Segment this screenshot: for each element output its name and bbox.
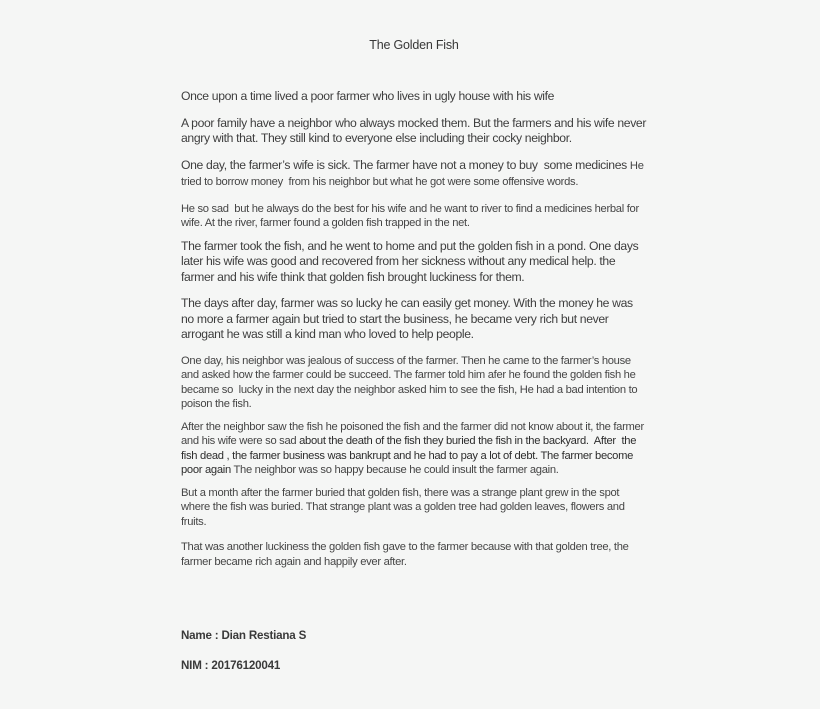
- paragraph-text: But a month after the farmer buried that golden fish, there was a strange plant grew in the spot where the fish was buried. That strange plant was a golden tree had golden leaves, flowers and fruits.: [181, 486, 628, 528]
- author-name: Name : Dian Restiana S: [181, 629, 307, 642]
- paragraph-text: After the neighbor saw the fish he poisoned the fish and the farmer did not know about it, the farmer and his wife were so sad: [181, 420, 647, 447]
- story-paragraph-4: [181, 202, 647, 231]
- paragraph-text: He so sad but he always do the best for his wife and he want to river to find a medicines herbal for wife. At the river, farmer found a golden fish trapped in the net.: [181, 202, 642, 229]
- paragraph-text: The farmer took the fish, and he went to home and put the golden fish in a pond. One days later his wife was good and recovered from her sickness without any medical help. the farmer and his wife think that golden fish brought luckiness for them.: [181, 238, 642, 284]
- paragraph-text: The days after day, farmer was so lucky he can easily get money. With the money he was no more a farmer again but tried to start the business, he became very rich but never arrogant he was still a kind man who loved to help people.: [181, 296, 636, 341]
- story-paragraph-9: [181, 486, 647, 530]
- paragraph-text: One day, his neighbor was jealous of success of the farmer. Then he came to the farmer’s house and asked how the farmer could be succeed. The farmer told him afer he found the golden fish he became so lucky in the next day the neighbor asked him to see the fish, He had a bad intention to poison the fish.: [181, 354, 641, 410]
- story-paragraph-3: [181, 158, 647, 191]
- paragraph-text: One day, the farmer’s wife is sick. The farmer have not a money to buy some medicines: [181, 157, 630, 172]
- story-paragraph-10: [181, 540, 647, 569]
- story-paragraph-2: [181, 115, 650, 147]
- paragraph-text: That was another luckiness the golden fish gave to the farmer because with that golden tree, the farmer became rich again and happily ever after.: [181, 541, 632, 568]
- story-paragraph-5: [181, 239, 647, 286]
- author-footer: [181, 629, 306, 672]
- page-title: The Golden Fish: [369, 38, 459, 52]
- document-content: [181, 38, 650, 580]
- story-paragraph-8: [181, 420, 647, 478]
- paragraph-text: Once upon a time lived a poor farmer who lives in ugly house with his wife: [181, 89, 555, 103]
- story-paragraph-1: [181, 89, 647, 105]
- paragraph-text: about the death of the fish they buried the fish in the backyard. After the fish dead , the farmer business was bankrupt and he had to pay a lot of debt. The farmer become poor again: [181, 435, 639, 476]
- author-nim: NIM : 20176120041: [181, 659, 281, 672]
- paragraph-text: A poor family have a neighbor who always mocked them. But the farmers and his wife never angry with that. They still kind to everyone else including their cocky neighbor.: [181, 115, 650, 145]
- story-paragraph-7: [181, 354, 647, 412]
- paragraph-text: He tried to borrow money from his neighbor but what he got were some offensive words.: [181, 159, 647, 188]
- paragraph-text: The neighbor was so happy because he could insult the farmer again.: [233, 464, 559, 476]
- story-paragraph-6: [181, 296, 647, 343]
